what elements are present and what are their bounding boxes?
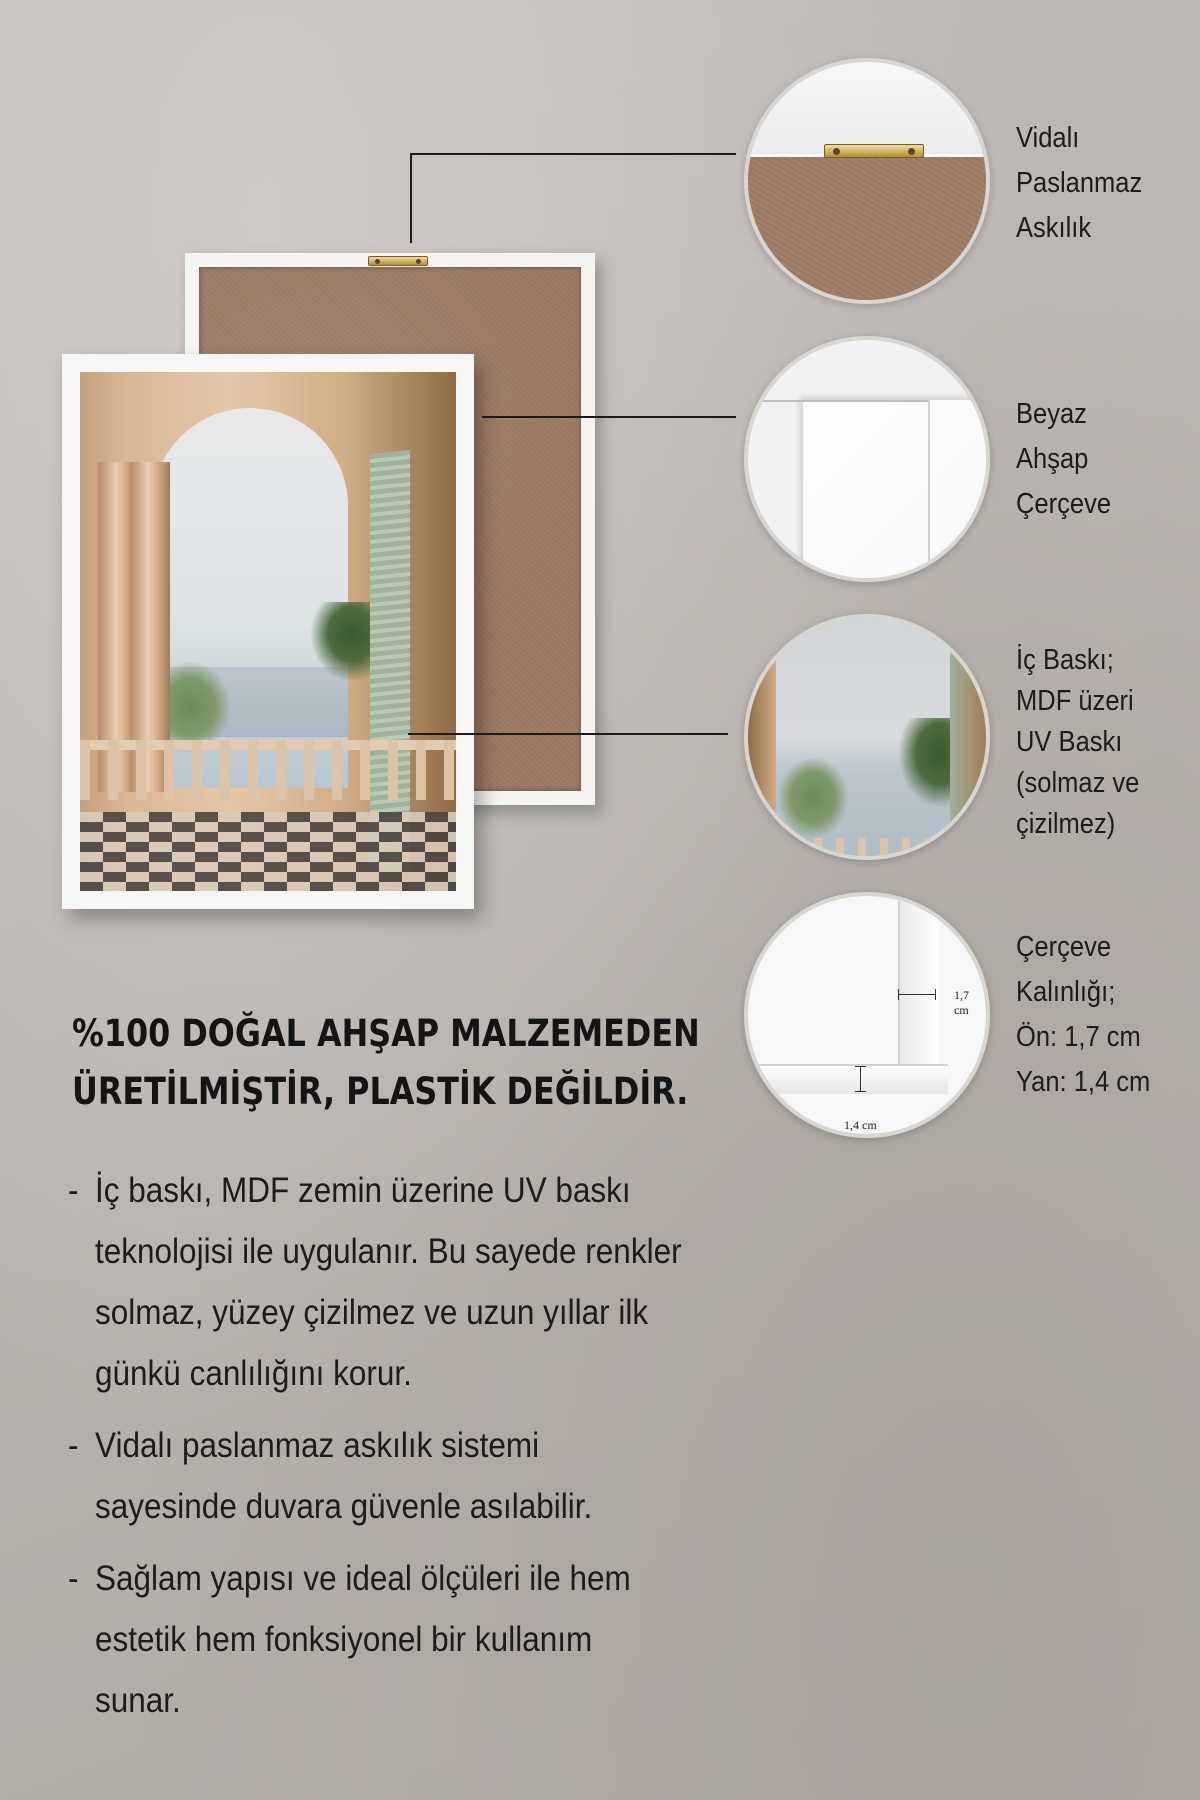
detail-circle-thickness: [744, 892, 990, 1138]
connector-line-frame: [482, 416, 736, 418]
callout-print: İç Baskı; MDF üzeri UV Baskı (solmaz ve çizilmez): [1016, 644, 1140, 840]
list-item: - Vidalı paslanmaz askılık sistemi sayesinde duvara güvenle asılabilir.: [68, 1415, 716, 1537]
callout-frame: Beyaz Ahşap Çerçeve: [1016, 398, 1112, 520]
detail-circle-hanger: [744, 58, 990, 304]
dimension-arrow-icon: [898, 994, 936, 995]
frame-front-view: [62, 354, 474, 909]
dimension-arrow-icon: [860, 1066, 861, 1092]
feature-list: [68, 1160, 716, 1742]
connector-line-hanger-vertical: [410, 153, 412, 243]
connector-line-print: [408, 733, 728, 735]
callout-thickness: Çerçeve Kalınlığı; Ön: 1,7 cm Yan: 1,4 cm: [1016, 931, 1151, 1098]
artwork-print: [80, 372, 456, 891]
headline: %100 DOĞAL AHŞAP MALZEMEDEN ÜRETİLMİŞTİR, PLASTİK DEĞİLDİR.: [72, 1012, 700, 1113]
list-item: - İç baskı, MDF zemin üzerine UV baskı teknolojisi ile uygulanır. Bu sayede renkler solmaz, yüzey çizilmez ve uzun yıllar ilk günkü canlılığını korur.: [68, 1160, 716, 1404]
list-item: - Sağlam yapısı ve ideal ölçüleri ile hem estetik hem fonksiyonel bir kullanım sunar.: [68, 1548, 716, 1731]
side-thickness-label: 1,4 cm: [844, 1118, 877, 1132]
detail-circle-frame-corner: [744, 336, 990, 582]
callout-hanger: Vidalı Paslanmaz Askılık: [1016, 122, 1143, 244]
front-thickness-label: 1,7 cm: [954, 988, 969, 1017]
hanger-icon: [368, 256, 428, 266]
connector-line-hanger: [410, 153, 736, 155]
hanger-icon: [824, 144, 924, 158]
detail-circle-print: [744, 614, 990, 860]
